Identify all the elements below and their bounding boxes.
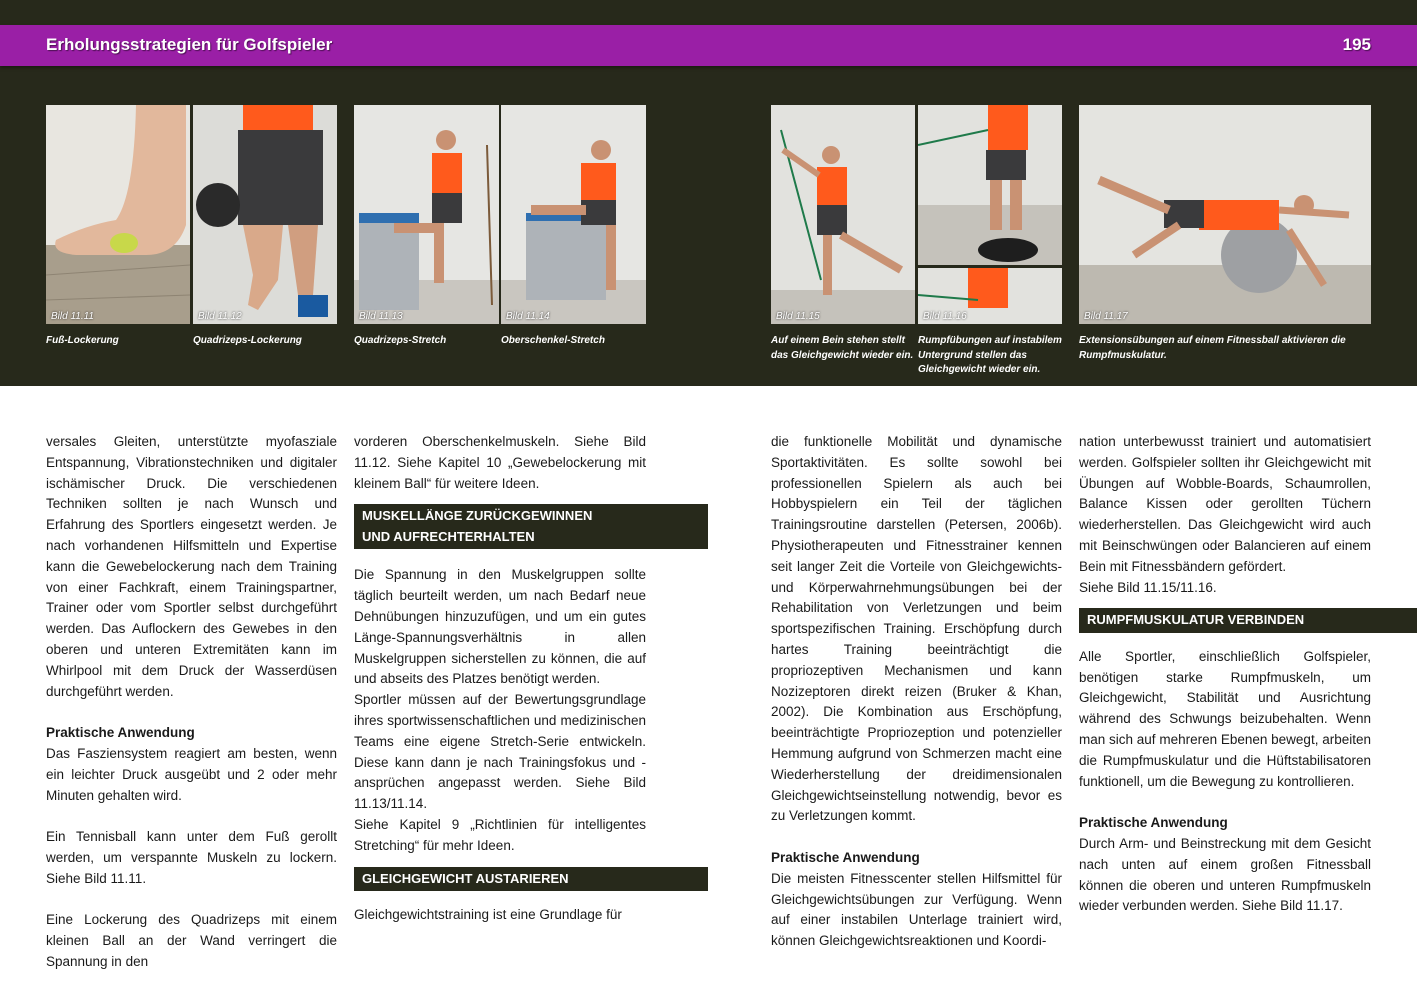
- photo-core-unstable: [918, 105, 1062, 324]
- paragraph: vorderen Oberschenkelmuskeln. Siehe Bild 11.12. Siehe Kapitel 10 „Gewebelockerung mit kleinem Ball“ für weitere Ideen.: [354, 434, 646, 491]
- paragraph: die funktionelle Mobilität und dynamische Sportaktivitäten. Es sollte sowohl bei professionellen Spielern als auch bei Hobbyspielern ein Teil der täglichen Trainingsroutine darstellen (Petersen, 2006b). Physiotherapeuten und Fitnesstrainer kennen seit langer Zeit die Vorteile von Gleichgewichts- und Körperwahrnehmungsübungen bei der Rehabilitation von Verletzungen und beim sportspezifischen Training. Erschöpfung durch hartes Training beeinträchtigt die propriozeptiven Mechanismen und kann Nozizeptoren direkt reizen (Bruker & Khan, 2002). Die Kombination aus Erschöpfung, beeinträchtigte Propriozeption und potenzieller Hemmung aufgrund von Schmerzen macht eine Wiederherstellung der dreidimensionalen Gleichgewichtseinstellung notwendig, bevor es zu Verletzungen kommt.: [771, 434, 1062, 824]
- paragraph: Ein Tennisball kann unter dem Fuß gerollt werden, um verspannte Muskeln zu lockern. Siehe Bild 11.11.: [46, 829, 337, 886]
- section-heading-muscle-length: [354, 504, 708, 549]
- text-column-1: [46, 432, 337, 973]
- paragraph: Durch Arm- und Beinstreckung mit dem Gesicht nach unten auf einem großen Fitnessball können die oberen und unteren Rumpfmuskeln wieder verbunden werden. Siehe Bild 11.17.: [1079, 836, 1371, 914]
- photo-label: Bild 11.16: [923, 311, 967, 322]
- section-heading-line: MUSKELLÄNGE ZURÜCKGEWINNEN: [362, 508, 593, 524]
- subheading: Praktische Anwendung: [1079, 815, 1228, 831]
- paragraph: Die meisten Fitnesscenter stellen Hilfsmittel für Gleichgewichtsübungen zur Verfügung. Wenn auf einer instabilen Unterlage trainiert wird, können Gleichgewichtsreaktionen und Koordi-: [771, 870, 1062, 949]
- section-heading-line: UND AUFRECHTERHALTEN: [362, 528, 535, 544]
- caption-11-12: Quadrizeps-Lockerung: [193, 335, 302, 346]
- section-heading-balance: GLEICHGEWICHT AUSTARIEREN: [354, 867, 708, 892]
- photo-quad-release: [193, 105, 337, 324]
- paragraph: Das Fasziensystem reagiert am besten, wenn ein leichter Druck ausgeübt und 2 oder mehr Minuten gehalten wird.: [46, 745, 337, 803]
- paragraph: nation unterbewusst trainiert und automatisiert werden. Golfspieler sollten ihr Gleichgewicht mit Übungen auf Wobble-Boards, Schaumrollen, Balance Kissen oder gerollten Tüchern wiederherstellen. Das Gleichgewicht wird auch mit Beinschwüngen oder Balancieren auf einem Bein mit Fitnessbändern gefördert.: [1079, 434, 1371, 574]
- page-number: 195: [1342, 35, 1371, 54]
- photo-label: Bild 11.12: [198, 311, 242, 322]
- photo-label: Bild 11.15: [776, 311, 820, 322]
- paragraph: Alle Sportler, einschließlich Golfspieler, benötigen starke Rumpfmuskeln, um Gleichgewicht, Stabilität und Ausrichtung während des Schwungs beizubehalten. Wenn man sich auf mehreren Ebenen bewegt, arbeiten die Rumpfmuskulatur und die Hüftstabilisatoren funktionell, um die Bewegung zu kontrollieren.: [1079, 648, 1371, 789]
- text-column-2: [354, 432, 646, 926]
- photo-label: Bild 11.14: [506, 311, 550, 322]
- photo-fitness-ball-extension: [1079, 105, 1371, 324]
- caption-11-13: Quadrizeps-Stretch: [354, 335, 447, 346]
- caption-11-11: Fuß-Lockerung: [46, 335, 119, 346]
- paragraph: Siehe Bild 11.15/11.16.: [1079, 579, 1217, 595]
- caption-11-15: Auf einem Bein stehen stellt das Gleichgewicht wieder ein.: [771, 335, 914, 361]
- paragraph: Die Spannung in den Muskelgruppen sollte täglich beurteilt werden, um nach Bedarf neue Dehnübungen hinzuzufügen, und um ein gutes Länge-Spannungsverhältnis in allen Muskelgruppen sicherstellen zu können, die auf und abseits des Platzes benötigt werden.: [354, 567, 646, 687]
- paragraph: versales Gleiten, unterstützte myofasziale Entspannung, Vibrationstechniken und digitaler ischämischer Druck. Die verschiedenen Techniken sollten je nach Wunsch und Erfahrung des Sportlers eingesetzt werden. Je nach vorhandenen Hilfsmitteln und Expertise kann die Gewebelockerung nach dem Training von einer Fachkraft, einem Trainingspartner, Trainer oder vom Sportler selbst durchgeführt werden. Das Auflockern des Gewebes in den oberen und unteren Extremitäten kann im Whirlpool mit dem Druck der Wasserdüsen durchgeführt werden.: [46, 434, 337, 699]
- photo-hamstring-stretch: [501, 105, 646, 324]
- section-heading-core: RUMPFMUSKULATUR VERBINDEN: [1079, 608, 1417, 633]
- photo-label: Bild 11.13: [359, 311, 403, 322]
- caption-11-16: Rumpfübungen auf instabilem Untergrund stellen das Gleichgewicht wieder ein.: [918, 335, 1062, 375]
- text-column-4: [1079, 432, 1371, 917]
- paragraph: Sportler müssen auf der Bewertungsgrundlage ihres sportwissenschaftlichen und medizinischen Teams eine eigene Stretch-Serie entwickeln. Diese kann dann je nach Trainingsfokus und -ansprüchen angepasst werden. Siehe Bild 11.13/11.14.: [354, 692, 646, 812]
- caption-11-17: Extensionsübungen auf einem Fitnessball aktivieren die Rumpfmuskulatur.: [1079, 335, 1346, 361]
- photo-single-leg-balance: [771, 105, 915, 324]
- caption-11-14: Oberschenkel-Stretch: [501, 335, 605, 346]
- subheading: Praktische Anwendung: [46, 725, 195, 741]
- photo-label: Bild 11.17: [1084, 311, 1128, 322]
- photo-label: Bild 11.11: [51, 311, 94, 322]
- paragraph: Siehe Kapitel 9 „Richtlinien für intelligentes Stretching“ für mehr Ideen.: [354, 816, 646, 853]
- photo-quad-stretch: [354, 105, 499, 324]
- paragraph: Gleichgewichtstraining ist eine Grundlage für: [354, 907, 622, 923]
- photo-foot-release: [46, 105, 190, 324]
- subheading: Praktische Anwendung: [771, 849, 920, 865]
- text-column-3: [771, 432, 1062, 952]
- chapter-title: Erholungsstrategien für Golfspieler: [46, 35, 333, 54]
- paragraph: Eine Lockerung des Quadrizeps mit einem kleinen Ball an der Wand verringert die Spannung in den: [46, 912, 337, 969]
- header-bar: [0, 25, 1417, 66]
